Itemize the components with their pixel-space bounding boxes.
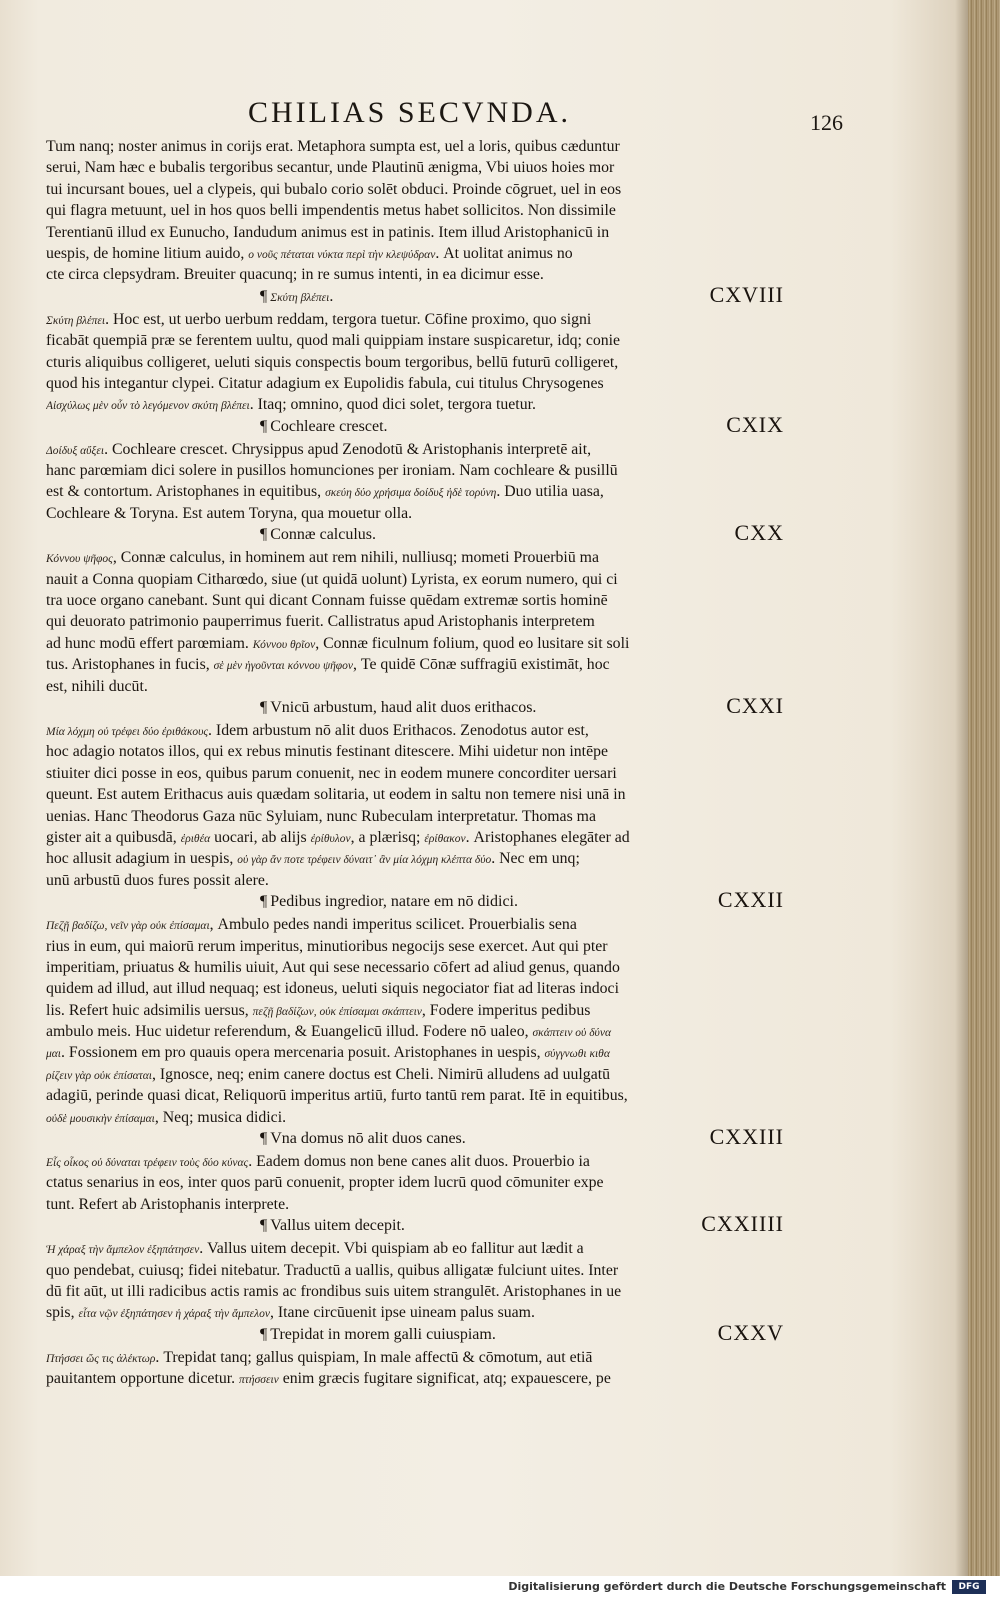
text-line: queunt. Est autem Erithacus auis quædam solitaria, ut eodem in saltu non temere nisi unā in bbox=[46, 786, 626, 804]
text-line: Κόννου ψῆφος, Connæ calculus, in hominem aut rem nihili, nulliusq; mometi Prouerbiū ma bbox=[46, 549, 599, 567]
adage-heading bbox=[46, 281, 786, 309]
text-line: qui deuorato patrimonio pauperrimus fuerit. Callistratus apud Aristophanis interpretem bbox=[46, 613, 595, 631]
greek-quotation: Αἰσχύλως μὲν οὖν τὸ λεγόμενον σκύτη βλέπει bbox=[46, 400, 250, 413]
adage-heading bbox=[46, 1319, 786, 1347]
adage-heading bbox=[46, 887, 786, 914]
text-line: tra uoce organo canebant. Sunt qui dicant Connam fuisse quēdam extremæ sortis hominē bbox=[46, 592, 608, 610]
greek-quotation: ἐριθέα bbox=[180, 832, 211, 845]
text-line: Αἰσχύλως μὲν οὖν τὸ λεγόμενον σκύτη βλέπει. Itaq; omnino, quod dici solet, tergora tuetur. bbox=[46, 396, 536, 414]
adage-numeral: CXXIII bbox=[709, 1124, 784, 1150]
adage-numeral: CXXI bbox=[726, 692, 784, 718]
greek-quotation: ρίζειν γὰρ οὐκ ἐπίσαται bbox=[46, 1069, 153, 1082]
adage-heading bbox=[46, 411, 786, 439]
text-line: Μία λόχμη οὐ τρέφει δύο ἐριθάκους. Idem arbustum nō alit duos Erithacos. Zenodotus autor est, bbox=[46, 721, 589, 739]
text-line: uenias. Hanc Theodorus Gaza nūc Syluiam, nunc Rubeculam interpretatur. Thomas ma bbox=[46, 807, 596, 825]
book-page-edges bbox=[968, 0, 1000, 1576]
text-line: tus. Aristophanes in fucis, σὲ μὲν ἡγοῦνται κόννου ψῆφον, Te quidē Cōnæ suffragiū existimāt, hoc bbox=[46, 656, 610, 674]
pilcrow-icon: ¶ bbox=[260, 526, 268, 544]
adage-heading bbox=[46, 1211, 786, 1238]
adage-title-text: Vna domus nō alit duos canes. bbox=[270, 1130, 466, 1148]
text-line: lis. Refert huic adsimilis uersus, πεζῇ βαδίζων, οὐκ ἐπίσαμαι σκάπτειν, Fodere imperitus pedibus bbox=[46, 1001, 591, 1019]
text-line: est & contortum. Aristophanes in equitibus, σκεύη δύο χρήσιμα δοίδυξ ἠδὲ τορύνη. Duo utilia uasa, bbox=[46, 483, 604, 501]
text-line: Ἡ χάραξ τὴν ἄμπελον ἐξηπάτησεν. Vallus uitem decepit. Vbi quispiam ab eo fallitur aut lædit a bbox=[46, 1240, 584, 1258]
text-line: Δοίδυξ αὔξει. Cochleare crescet. Chrysippus apud Zenodotū & Aristophanis interpretē ait, bbox=[46, 440, 592, 458]
greek-quotation: μαι bbox=[46, 1048, 62, 1061]
adage-title bbox=[260, 891, 518, 912]
text-line: rius in eum, qui maiorū rerum imperitus, minutioribus negocijs sese exercet. Aut qui pter bbox=[46, 937, 608, 955]
adage-title-text: Connæ calculus. bbox=[270, 526, 377, 544]
greek-quotation: Κόννου θρῖον bbox=[252, 638, 316, 651]
adage-title-text: Trepidat in morem galli cuiuspiam. bbox=[270, 1325, 496, 1343]
pilcrow-icon: ¶ bbox=[260, 1130, 268, 1148]
text-line: nauit a Conna quopiam Citharœdo, siue (ut quidā uolunt) Lyrista, ex eorum numero, qui ci bbox=[46, 570, 618, 588]
greek-quotation: Σκύτη βλέπει bbox=[270, 291, 330, 304]
adage-title bbox=[260, 416, 388, 437]
text-line: stiuiter dici posse in eos, quibus parum conuenit, nec in eodem munere concorditer uersari bbox=[46, 764, 617, 782]
text-line: unū arbustū duos fures possit alere. bbox=[46, 871, 269, 889]
text-line: tunt. Refert ab Aristophanis interprete. bbox=[46, 1195, 290, 1213]
adage-title-text: Vnicū arbustum, haud alit duos erithacos. bbox=[270, 698, 537, 716]
greek-quotation: σύγγνωθι κιθα bbox=[544, 1048, 610, 1061]
text-line: quidem ad illud, aut illud nequaq; est idoneus, ueluti siquis negociator fiat ad literas indoci bbox=[46, 980, 619, 998]
greek-quotation: σὲ μὲν ἡγοῦνται κόννου ψῆφον bbox=[213, 660, 354, 673]
text-line: quod his integantur clypei. Citatur adagium ex Eupolidis fabula, cui titulus Chrysogenes bbox=[46, 374, 604, 392]
footer-bar bbox=[0, 1576, 1000, 1599]
text-line: hoc adagio notatos illos, qui ex rebus minutis festinant ditescere. Mihi uidetur non intēpe bbox=[46, 743, 608, 761]
text-line: serui, Nam hæc e bubalis tergoribus secantur, unde Plautinū ænigma, Vbi uiuos hoies mor bbox=[46, 159, 615, 177]
text-line: tui incursant boues, uel a clypeis, qui bubalo corio solēt obduci. Proinde cōgruet, uel in eos bbox=[46, 180, 622, 198]
adage-heading bbox=[46, 692, 786, 720]
adage-title bbox=[260, 697, 536, 718]
greek-quotation: Δοίδυξ αὔξει bbox=[46, 444, 105, 457]
adage-title-text: Pedibus ingredior, natare em nō didici. bbox=[270, 893, 518, 911]
text-line: ambulo meis. Huc uidetur referendum, & Euangelicū illud. Fodere nō ualeo, σκάπτειν οὐ δύνα bbox=[46, 1023, 611, 1041]
dfg-logo: DFG bbox=[952, 1580, 986, 1594]
text-line: Πτήσσει ὥς τις ἀλέκτωρ. Trepidat tanq; gallus quispiam, In male affectū & cōmotum, aut etiā bbox=[46, 1348, 593, 1366]
adage-numeral: CXX bbox=[734, 520, 784, 546]
greek-quotation: οὐ γὰρ ἄν ποτε τρέφειν δύναιτ᾽ ἂν μία λόχμη κλέπτα δύο bbox=[237, 854, 492, 867]
adage-numeral: CXXV bbox=[717, 1319, 784, 1345]
adage-title-text: Vallus uitem decepit. bbox=[270, 1217, 405, 1235]
greek-quotation: ἐρίθακον bbox=[424, 832, 466, 845]
adage-heading bbox=[46, 520, 786, 547]
greek-quotation: Πτήσσει ὥς τις ἀλέκτωρ bbox=[46, 1352, 156, 1365]
greek-quotation: πτήσσειν bbox=[239, 1374, 279, 1387]
text-line: est, nihili ducūt. bbox=[46, 677, 148, 695]
greek-quotation: Ἡ χάραξ τὴν ἄμπελον ἐξηπάτησεν bbox=[46, 1244, 200, 1257]
text-line: Σκύτη βλέπει. Hoc est, ut uerbo uerbum reddam, tergora tuetur. Cōfine proximo, quo signi bbox=[46, 310, 592, 328]
adage-numeral: CXXII bbox=[717, 887, 784, 913]
text-line: οὐδὲ μουσικὴν ἐπίσαμαι, Neq; musica didici. bbox=[46, 1108, 287, 1126]
text-line: Πεζῇ βαδίζω, νεῖν γὰρ οὐκ ἐπίσαμαι, Ambulo pedes nandi imperitus scilicet. Prouerbialis sena bbox=[46, 916, 577, 934]
adage-title bbox=[260, 1215, 405, 1236]
text-line: Εἷς οἶκος οὐ δύναται τρέφειν τοὺς δύο κύνας. Eadem domus non bene canes alit duos. Prouerbio ia bbox=[46, 1153, 590, 1171]
text-line: gister ait a quibusdā, ἐριθέα uocari, ab alijs ἐρίθυλον, a plærisq; ἐρίθακον. Aristophanes elegāter ad bbox=[46, 828, 630, 846]
text-line: hanc parœmiam dici solere in pusillos homunciones per ironiam. Nam cochleare & pusillū bbox=[46, 462, 618, 480]
greek-quotation: σκάπτειν οὐ δύνα bbox=[532, 1027, 611, 1040]
text-line: ficabāt quempiā præ se ferentem uultu, quod mali quippiam instare suspicaretur, idq; conie bbox=[46, 332, 621, 350]
text-line: imperitiam, priuatus & humilis uiuit, Aut qui sese necessario cōfert ad aliud genus, quando bbox=[46, 958, 620, 976]
text-line: Terentianū illud ex Eunucho, Iandudum animus est in patinis. Item illud Aristophanicū in bbox=[46, 223, 610, 241]
page-gutter-shadow bbox=[955, 0, 969, 1576]
text-line: cturis aliquibus colligeret, ueluti siquis conspectis boum tergoribus, bellū futurū colligeret, bbox=[46, 353, 619, 371]
footer-credit: Digitalisierung gefördert durch die Deutsche Forschungsgemeinschaft bbox=[508, 1580, 946, 1593]
text-line: spis, εἶτα νῷν ἐξηπάτησεν ἡ χάραξ τὴν ἄμπελον, Itane circūuenit ipse uineam palus suam. bbox=[46, 1304, 535, 1322]
adage-numeral: CXVIII bbox=[709, 281, 784, 307]
greek-quotation: Πεζῇ βαδίζω, νεῖν γὰρ οὐκ ἐπίσαμαι bbox=[46, 920, 210, 933]
greek-quotation: οὐδὲ μουσικὴν ἐπίσαμαι bbox=[46, 1112, 155, 1125]
adage-title bbox=[260, 1128, 466, 1149]
adage-title-text: Cochleare crescet. bbox=[270, 417, 388, 435]
text-line: ad hunc modū effert parœmiam. Κόννου θρῖον, Connæ ficulnum folium, quod eo lusitare sit soli bbox=[46, 634, 630, 652]
pilcrow-icon: ¶ bbox=[260, 1325, 268, 1343]
text-line: uespis, de homine litium auido, ο νοῦς πέταται νύκτα περὶ τὴν κλεψύδραν. At uolitat animus no bbox=[46, 244, 573, 262]
running-title: CHILIAS SECVNDA. bbox=[248, 96, 572, 129]
text-line: ρίζειν γὰρ οὐκ ἐπίσαται, Ignosce, neq; enim canere doctus est Cheli. Nimirū alludens ad uulgatū bbox=[46, 1065, 611, 1083]
text-line: qui flagra metuunt, uel in hos quos belli impendentis metus habet sollicitos. Non dissimile bbox=[46, 202, 616, 220]
greek-quotation: σκεύη δύο χρήσιμα δοίδυξ ἠδὲ τορύνη bbox=[325, 487, 497, 500]
greek-quotation: εἶτα νῷν ἐξηπάτησεν ἡ χάραξ τὴν ἄμπελον bbox=[78, 1308, 270, 1321]
greek-quotation: ἐρίθυλον bbox=[310, 832, 351, 845]
pilcrow-icon: ¶ bbox=[260, 698, 268, 716]
greek-quotation: πεζῇ βαδίζων, οὐκ ἐπίσαμαι σκάπτειν bbox=[252, 1005, 422, 1018]
adage-heading bbox=[46, 1124, 786, 1151]
text-line: adagiū, perinde quasi dicat, Reliquorū imperitus artiū, furto tantū rem parat. Itē in equitibus, bbox=[46, 1087, 628, 1105]
pilcrow-icon: ¶ bbox=[260, 1217, 268, 1235]
greek-quotation: Κόννου ψῆφος bbox=[46, 553, 113, 566]
pilcrow-icon: ¶ bbox=[260, 287, 268, 305]
adage-numeral: CXXIIII bbox=[701, 1211, 784, 1237]
text-line: quo pendebat, cuiusq; fidei nitebatur. Traductū a uallis, quibus alligatæ fulciunt uites. Inter bbox=[46, 1261, 619, 1279]
greek-quotation: Μία λόχμη οὐ τρέφει δύο ἐριθάκους bbox=[46, 725, 209, 738]
text-line: pauitantem opportune dicetur. πτήσσειν enim græcis fugitare significat, atq; expauescere, pe bbox=[46, 1370, 611, 1388]
pilcrow-icon: ¶ bbox=[260, 417, 268, 435]
text-line: Cochleare & Toryna. Est autem Toryna, qua mouetur olla. bbox=[46, 504, 413, 522]
text-line: dū fit aūt, ut illi radicibus actis ramis ac frondibus suis uitem strangulēt. Aristophanes in ue bbox=[46, 1282, 622, 1300]
adage-title bbox=[260, 1324, 496, 1345]
adage-title-text: Σκύτη βλέπει. bbox=[270, 287, 334, 305]
page-number: 126 bbox=[810, 110, 843, 135]
text-line: μαι. Fossionem em pro quauis opera mercenaria posuit. Aristophanes in uespis, σύγγνωθι κιθα bbox=[46, 1044, 610, 1062]
text-line: hoc allusit adagium in uespis, οὐ γὰρ ἄν ποτε τρέφειν δύναιτ᾽ ἂν μία λόχμη κλέπτα δύο. Nec em unq; bbox=[46, 850, 580, 868]
adage-title bbox=[260, 286, 333, 309]
greek-quotation: Σκύτη βλέπει bbox=[46, 314, 106, 327]
body-text bbox=[46, 136, 786, 1390]
text-line: Tum nanq; noster animus in corijs erat. Metaphora sumpta est, uel a loris, quibus cæduntur bbox=[46, 138, 620, 155]
text-line: cte circa clepsydram. Breuiter quacunq; in re sumus intenti, in ea dicimur esse. bbox=[46, 266, 544, 284]
adage-title bbox=[260, 524, 376, 545]
greek-quotation: Εἷς οἶκος οὐ δύναται τρέφειν τοὺς δύο κύνας bbox=[46, 1157, 249, 1170]
text-line: ctatus senarius in eos, inter quos parū conuenit, propter idem lucrū quod cōmuniter expe bbox=[46, 1174, 604, 1192]
adage-numeral: CXIX bbox=[726, 411, 784, 437]
greek-quotation: ο νοῦς πέταται νύκτα περὶ τὴν κλεψύδραν bbox=[248, 248, 436, 261]
pilcrow-icon: ¶ bbox=[260, 893, 268, 911]
